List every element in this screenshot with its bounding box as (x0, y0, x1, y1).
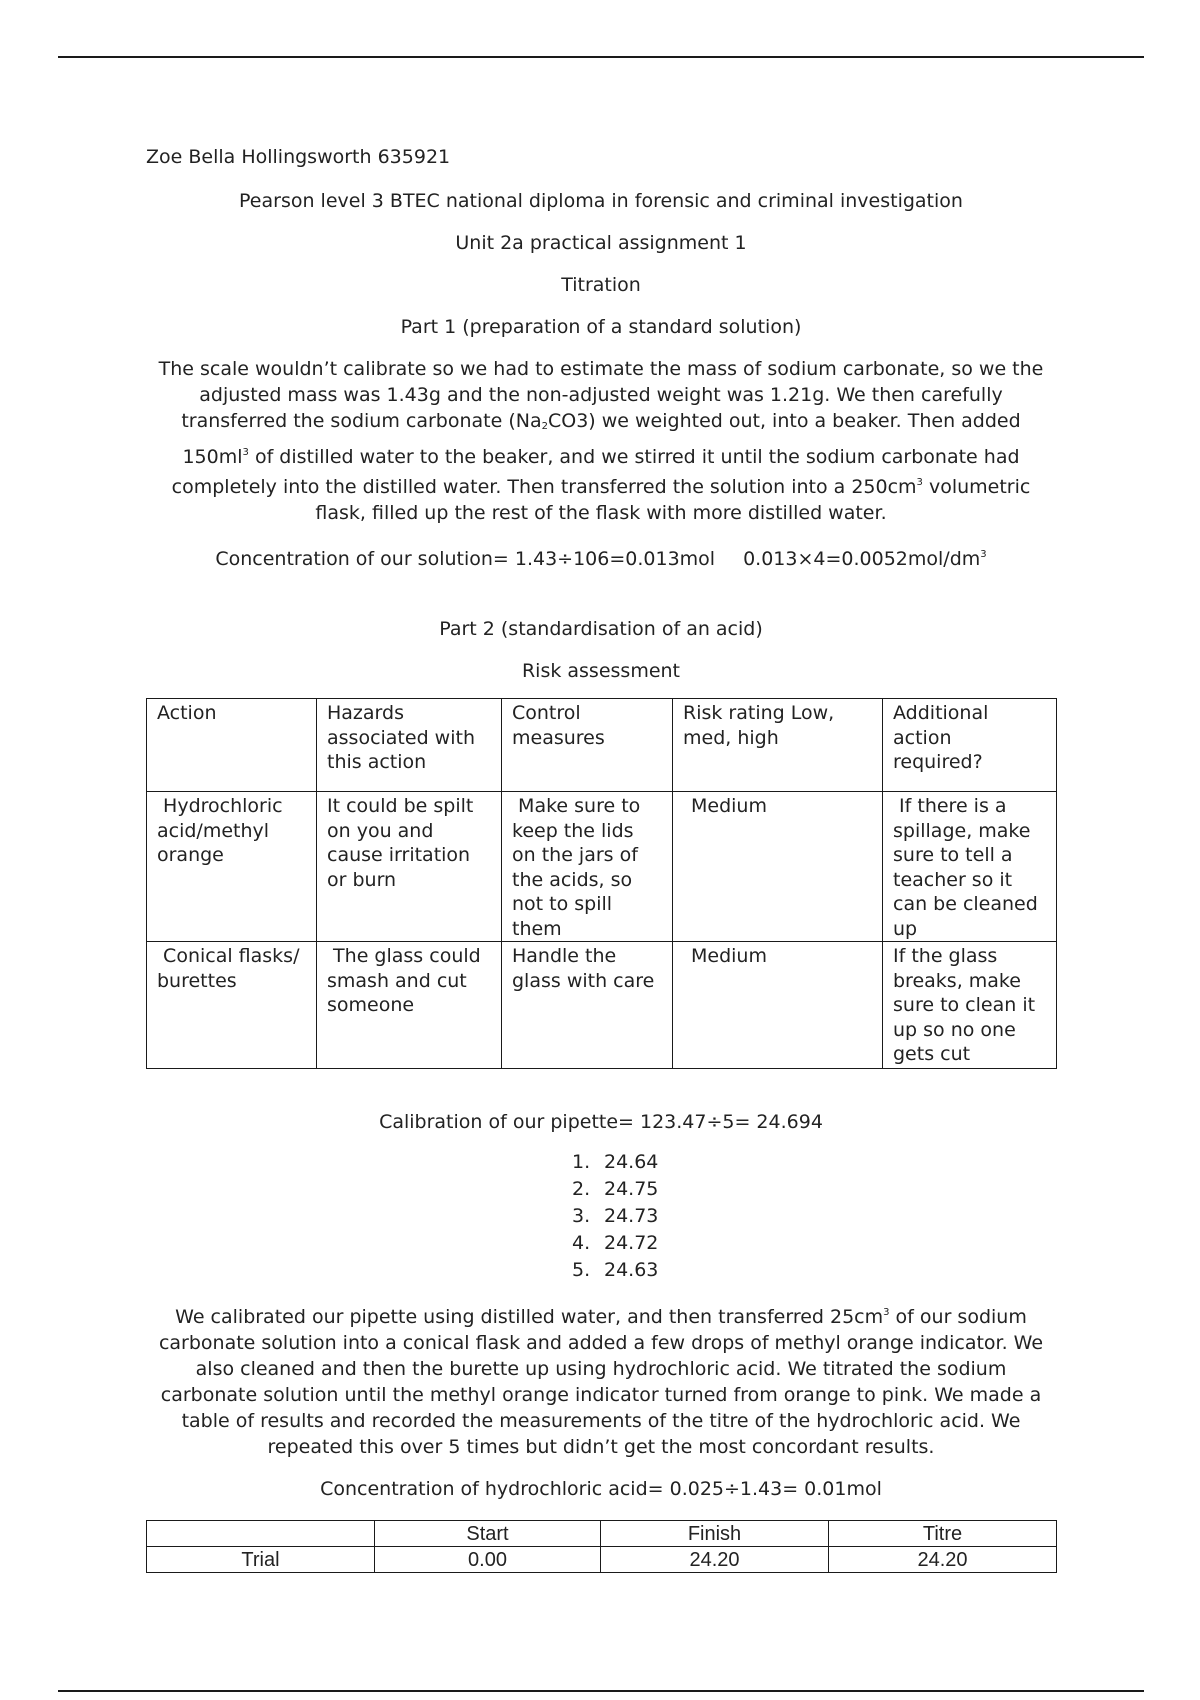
pipette-readings-list (146, 1149, 1056, 1284)
author-line: Zoe Bella Hollingsworth 635921 (146, 146, 451, 168)
document-page (146, 144, 1056, 1573)
hcl-concentration: Concentration of hydrochloric acid= 0.025÷1.43= 0.01mol (320, 1478, 882, 1500)
titre-header-cell: Start (375, 1521, 601, 1547)
risk-header-cell: Control measures (502, 699, 673, 792)
part1-heading: Part 1 (preparation of a standard solution) (400, 316, 802, 338)
part2-heading: Part 2 (standardisation of an acid) (439, 618, 763, 640)
bottom-rule (58, 1690, 1144, 1692)
titre-header-cell: Titre (829, 1521, 1057, 1547)
risk-assessment-heading: Risk assessment (521, 660, 681, 682)
topic-title: Titration (561, 274, 641, 296)
risk-header-cell: Hazards associated with this action (317, 699, 502, 792)
list-item: 1. 24.64 (572, 1151, 659, 1173)
part2-paragraph: We calibrated our pipette using distilled water, and then transferred $25cm^3$ of our sodium carbonate solution into a conical flask and added a few drops of methyl orange indicator. We also cleaned and then the burette up using hydrochloric acid. We titrated the sodium carbonate solution until the methyl orange indicator turned from orange to pink. We made a table of results and recorded the measurements of the titre of the hydrochloric acid. We repeated this over 5 times but didn’t get the most concordant results. (158, 1306, 1044, 1458)
titre-results-table (146, 1520, 1057, 1573)
risk-header-cell: Risk rating Low, med, high (673, 699, 883, 792)
list-item: 3. 24.73 (572, 1205, 659, 1227)
pipette-calibration: Calibration of our pipette= 123.47÷5= 24.694 (379, 1111, 823, 1133)
risk-cell: Medium (673, 942, 883, 1069)
risk-cell: The glass could smash and cut someone (317, 942, 502, 1069)
top-rule (58, 56, 1144, 58)
list-item: 2. 24.75 (572, 1178, 659, 1200)
risk-header-cell: Action (147, 699, 317, 792)
titre-header-row (147, 1521, 1057, 1547)
risk-cell: Handle the glass with care (502, 942, 673, 1069)
risk-cell: If there is a spillage, make sure to tell a teacher so it can be cleaned up (883, 792, 1057, 942)
titre-cell: 24.20 (829, 1547, 1057, 1573)
risk-header-cell: Additional action required? (883, 699, 1057, 792)
course-title: Pearson level 3 BTEC national diploma in forensic and criminal investigation (239, 190, 963, 212)
titre-cell: Trial (147, 1547, 375, 1573)
unit-title: Unit 2a practical assignment 1 (455, 232, 747, 254)
titre-header-cell (147, 1521, 375, 1547)
list-item: 5. 24.63 (572, 1259, 659, 1281)
titre-cell: 0.00 (375, 1547, 601, 1573)
risk-cell: It could be spilt on you and cause irritation or burn (317, 792, 502, 942)
part1-paragraph: The scale wouldn’t calibrate so we had to estimate the mass of sodium carbonate, so we the adjusted mass was 1.43g and the non-adjusted weight was 1.21g. We then carefully transferred the sodium carbonate $(Na_2CO3)$ we weighted out, into a beaker. Then added $150ml^3$ of distilled water to the beaker, and we stirred it until the sodium carbonate had completely into the distilled water. Then transferred the solution into a $250cm^3$ volumetric flask, filled up the rest of the flask with more distilled water. (158, 358, 1044, 524)
titre-cell: 24.20 (601, 1547, 829, 1573)
risk-table-row (147, 792, 1057, 942)
risk-cell: Make sure to keep the lids on the jars of the acids, so not to spill them (502, 792, 673, 942)
list-item: 4. 24.72 (572, 1232, 659, 1254)
risk-cell: Hydrochloric acid/methyl orange (147, 792, 317, 942)
risk-table-header-row (147, 699, 1057, 792)
risk-cell: Conical flasks/ burettes (147, 942, 317, 1069)
risk-table-row (147, 942, 1057, 1069)
solution-concentration: Concentration of our solution= 1.43÷106=0.013mol $0.013\times 4=0.0052mol/dm^3$ (215, 548, 987, 570)
table-row (147, 1547, 1057, 1573)
risk-assessment-table (146, 698, 1057, 1069)
risk-cell: If the glass breaks, make sure to clean it up so no one gets cut (883, 942, 1057, 1069)
risk-cell: Medium (673, 792, 883, 942)
titre-header-cell: Finish (601, 1521, 829, 1547)
